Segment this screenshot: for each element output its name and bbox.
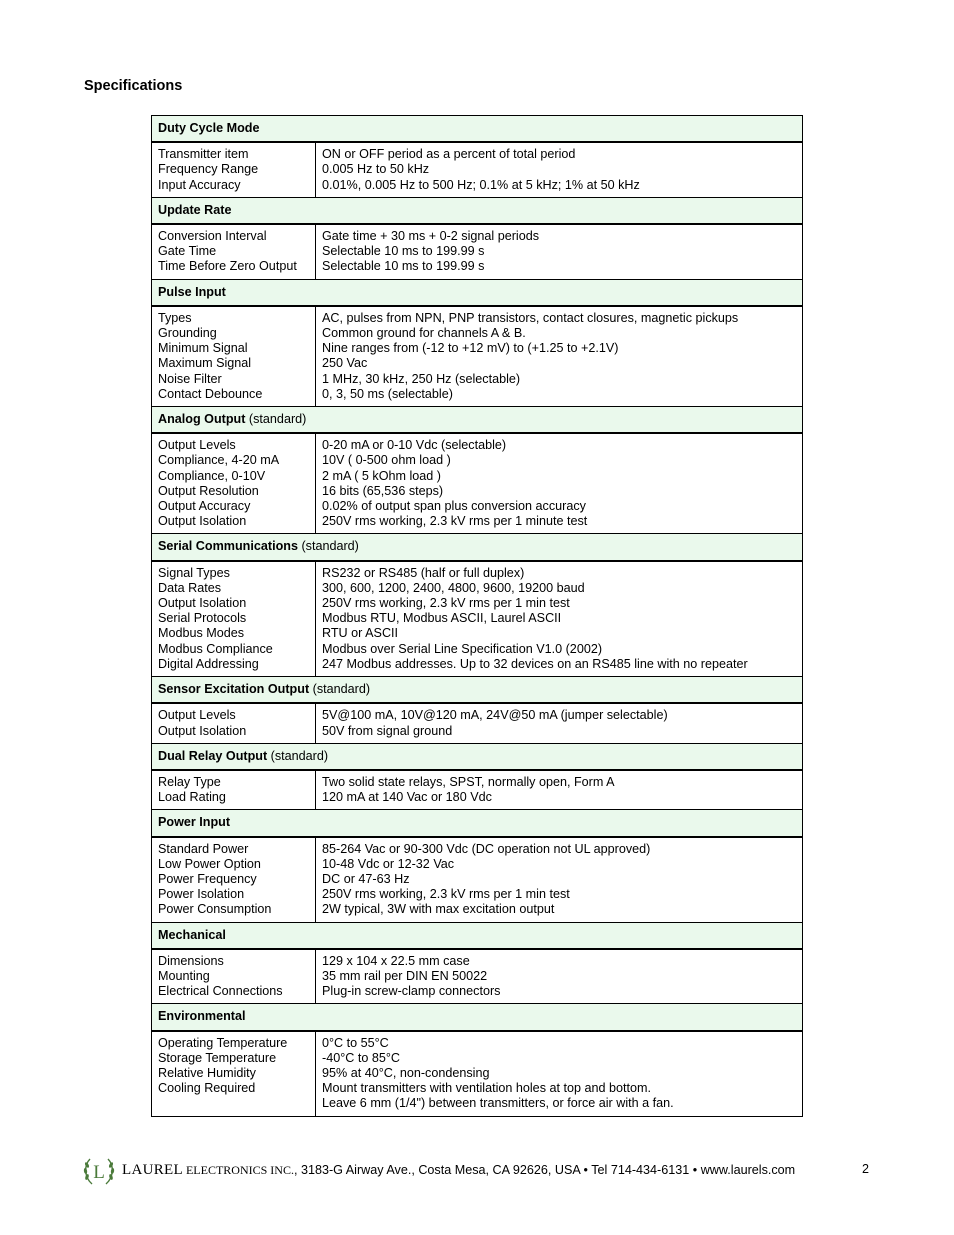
spec-values-cell [316,770,803,810]
spec-labels-cell [152,306,316,407]
section-header-cell [152,1004,803,1031]
section-body-row [152,224,803,279]
section-body-row [152,770,803,810]
section-title: Duty Cycle Mode [158,121,260,135]
spec-labels-cell [152,561,316,677]
spec-label: Dimensions [158,953,224,968]
spec-label: Cooling Required [158,1081,256,1096]
spec-values-cell [316,224,803,279]
spec-labels-cell [152,1031,316,1117]
spec-label: Maximum Signal [158,356,252,371]
section-header-cell [152,116,803,143]
section-header-row [152,116,803,143]
spec-value: 0°C to 55°C [322,1035,389,1050]
spec-value: Leave 6 mm (1/4") between transmitters, or force air with a fan. [322,1096,674,1111]
spec-value: 50V from signal ground [322,723,453,738]
spec-value: 0-20 mA or 0-10 Vdc (selectable) [322,438,507,453]
spec-value: 85-264 Vac or 90-300 Vdc (DC operation not UL approved) [322,841,651,856]
spec-label: Gate Time [158,244,217,259]
spec-label: Frequency Range [158,162,259,177]
spec-value: 35 mm rail per DIN EN 50022 [322,968,488,983]
spec-label: Low Power Option [158,856,261,871]
section-header-cell [152,743,803,770]
section-title: Pulse Input [158,284,226,299]
spec-label: Relay Type [158,774,221,789]
section-title: Sensor Excitation Output [158,682,310,697]
spec-label: Mounting [158,968,210,983]
spec-values-cell [316,142,803,197]
spec-value: 250 Vac [322,356,368,371]
spec-value: ON or OFF period as a percent of total period [322,147,576,162]
section-body-row [152,949,803,1004]
section-note: (standard) [267,748,329,763]
spec-label: Grounding [158,326,217,341]
spec-labels-cell [152,949,316,1004]
section-body-row [152,433,803,534]
spec-labels-cell [152,703,316,743]
spec-values-cell [316,306,803,407]
page-footer [82,1154,872,1188]
spec-value: Modbus over Serial Line Specification V1.0 (2002) [322,641,603,656]
spec-label: Load Rating [158,790,226,805]
spec-value: Selectable 10 ms to 199.99 s [322,244,485,259]
spec-values-cell [316,1031,803,1117]
section-header-cell [152,677,803,704]
laurel-logo-icon [82,1155,116,1187]
spec-value: Modbus RTU, Modbus ASCII, Laurel ASCII [322,611,562,626]
section-header-row [152,534,803,561]
brand-suffix: ELECTRONICS INC. [182,1163,294,1177]
spec-value: 95% at 40°C, non-condensing [322,1065,490,1080]
spec-value: 250V rms working, 2.3 kV rms per 1 minute test [322,514,588,529]
spec-label: Output Levels [158,708,236,723]
section-body-row [152,703,803,743]
spec-value: Nine ranges from (-12 to +12 mV) to (+1.25 to +2.1V) [322,341,619,356]
spec-value: 0.005 Hz to 50 kHz [322,162,430,177]
spec-value: RTU or ASCII [322,626,399,641]
section-title: Environmental [158,1009,246,1024]
spec-value: Plug-in screw-clamp connectors [322,984,501,999]
section-body-row [152,837,803,923]
spec-value: 250V rms working, 2.3 kV rms per 1 min test [322,596,570,611]
spec-value: 1 MHz, 30 kHz, 250 Hz (selectable) [322,371,521,386]
section-body-row [152,1031,803,1117]
spec-label: Relative Humidity [158,1065,256,1080]
spec-label: Minimum Signal [158,341,248,356]
section-header-row [152,810,803,837]
section-title: Dual Relay Output [158,748,268,763]
spec-labels-cell [152,142,316,197]
footer-company-info [122,1162,795,1179]
brand-name: LAUREL [122,1162,183,1178]
spec-label: Output Isolation [158,596,247,611]
spec-label: Operating Temperature [158,1035,288,1050]
spec-value: 129 x 104 x 22.5 mm case [322,953,470,968]
section-header-row [152,743,803,770]
spec-value: Gate time + 30 ms + 0-2 signal periods [322,229,540,244]
section-header-cell [152,534,803,561]
spec-label: Time Before Zero Output [158,259,297,274]
spec-value: AC, pulses from NPN, PNP transistors, contact closures, magnetic pickups [322,310,739,325]
spec-value: 247 Modbus addresses. Up to 32 devices on an RS485 line with no repeater [322,656,748,671]
section-header-cell [152,810,803,837]
spec-label: Output Accuracy [158,499,251,514]
section-note: (standard) [297,539,359,554]
section-header-cell [152,407,803,434]
spec-label: Modbus Compliance [158,641,273,656]
company-address: , 3183-G Airway Ave., Costa Mesa, CA 92626, USA [293,1163,581,1177]
spec-label: Signal Types [158,565,230,580]
spec-value: 2W typical, 3W with max excitation output [322,902,555,917]
svg-text:L: L [93,1162,105,1183]
section-body-row [152,561,803,677]
bullet-separator: • [689,1163,701,1177]
spec-values-cell [316,949,803,1004]
spec-label: Conversion Interval [158,229,267,244]
spec-value: 250V rms working, 2.3 kV rms per 1 min test [322,887,570,902]
spec-label: Input Accuracy [158,177,241,192]
spec-label: Power Isolation [158,887,245,902]
section-header-row [152,922,803,949]
spec-labels-cell [152,770,316,810]
section-header-row [152,677,803,704]
spec-value: 10V ( 0-500 ohm load ) [322,453,451,468]
spec-value: Common ground for channels A & B. [322,326,526,341]
spec-value: 5V@100 mA, 10V@120 mA, 24V@50 mA (jumper selectable) [322,708,668,723]
spec-labels-cell [152,224,316,279]
section-body-row [152,142,803,197]
spec-value: Mount transmitters with ventilation holes at top and bottom. [322,1081,652,1096]
page-title: Specifications [84,78,183,94]
spec-label: Electrical Connections [158,984,283,999]
page-number: 2 [861,1162,869,1176]
spec-value: 10-48 Vdc or 12-32 Vac [322,856,455,871]
spec-label: Data Rates [158,580,221,595]
spec-value: Two solid state relays, SPST, normally open, Form A [322,774,615,789]
spec-labels-cell [152,837,316,923]
spec-label: Power Frequency [158,871,257,886]
spec-label: Storage Temperature [158,1050,277,1065]
spec-value: -40°C to 85°C [322,1050,400,1065]
section-title: Serial Communications [158,539,298,554]
spec-value: 0.02% of output span plus conversion accuracy [322,499,586,514]
section-header-row [152,197,803,224]
spec-label: Compliance, 0-10V [158,468,266,483]
spec-label: Compliance, 4-20 mA [158,453,280,468]
section-header-row [152,1004,803,1031]
section-title: Analog Output [158,412,246,427]
spec-values-cell [316,703,803,743]
company-phone: Tel 714-434-6131 [591,1163,690,1177]
section-note: (standard) [245,412,307,427]
company-website-link[interactable]: www.laurels.com [700,1163,796,1177]
specifications-table [151,115,803,1117]
spec-value: 0, 3, 50 ms (selectable) [322,386,453,401]
spec-values-cell [316,433,803,534]
spec-labels-cell [152,433,316,534]
spec-value: 2 mA ( 5 kOhm load ) [322,468,441,483]
spec-value: RS232 or RS485 (half or full duplex) [322,565,525,580]
section-header-cell [152,922,803,949]
spec-label: Output Resolution [158,483,259,498]
spec-label: Types [158,310,192,325]
spec-label: Noise Filter [158,371,222,386]
spec-value: 0.01%, 0.005 Hz to 500 Hz; 0.1% at 5 kHz; 1% at 50 kHz [322,177,640,192]
section-note: (standard) [309,682,371,697]
spec-label: Power Consumption [158,902,272,917]
spec-label: Transmitter item [158,147,249,162]
spec-values-cell [316,837,803,923]
section-body-row [152,306,803,407]
spec-values-cell [316,561,803,677]
spec-label: Contact Debounce [158,386,263,401]
section-header-cell [152,197,803,224]
section-header-row [152,407,803,434]
bullet-separator: • [580,1163,592,1177]
spec-label: Output Isolation [158,723,247,738]
spec-label: Digital Addressing [158,656,259,671]
section-header-cell [152,279,803,306]
spec-value: DC or 47-63 Hz [322,871,410,886]
spec-label: Modbus Modes [158,626,245,641]
spec-label: Output Levels [158,438,236,453]
section-title: Mechanical [158,927,226,942]
section-title: Update Rate [158,202,232,217]
spec-label: Standard Power [158,841,249,856]
section-title: Power Input [158,815,231,830]
spec-label: Serial Protocols [158,611,247,626]
spec-value: 300, 600, 1200, 2400, 4800, 9600, 19200 baud [322,580,585,595]
spec-value: Selectable 10 ms to 199.99 s [322,259,485,274]
section-header-row [152,279,803,306]
spec-label: Output Isolation [158,514,247,529]
spec-value: 16 bits (65,536 steps) [322,483,444,498]
spec-value: 120 mA at 140 Vac or 180 Vdc [322,790,492,805]
